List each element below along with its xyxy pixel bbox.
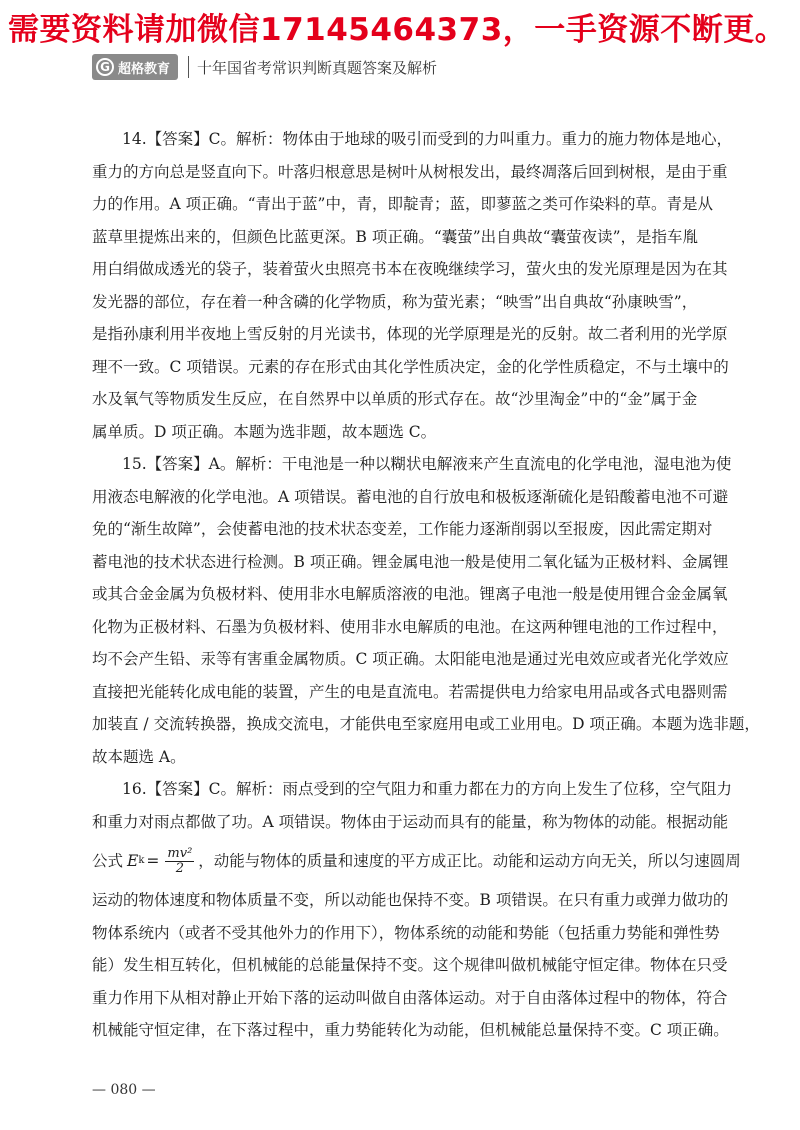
page-number: — 080 —: [92, 1082, 156, 1098]
text-line: 水及氧气等物质发生反应，在自然界中以单质的形式存在。故“沙里淘金”中的“金”属于金: [92, 390, 698, 408]
text-line: 蓝草里提炼出来的，但颜色比蓝更深。B 项正确。“囊萤”出自典故“囊萤夜读”，是指车胤: [92, 227, 699, 246]
formula-equals: =: [146, 851, 160, 870]
text-line: 16.【答案】C。解析：雨点受到的空气阻力和重力都在力的方向上发生了位移，空气阻力: [122, 780, 733, 798]
text-line: 故本题选 A。: [92, 747, 186, 766]
book-title: 十年国省考常识判断真题答案及解析: [197, 58, 438, 77]
text-line: 机械能守恒定律，在下落过程中，重力势能转化为动能，但机械能总量保持不变。C 项正确。: [92, 1021, 729, 1039]
text-line: 理不一致。C 项错误。元素的存在形式由其化学性质决定，金的化学性质稳定，不与土壤中的: [92, 357, 729, 376]
page-header: [92, 52, 437, 82]
answer-15: [92, 448, 760, 773]
formula-numerator: mv²: [167, 845, 193, 861]
wechat-banner: 需要资料请加微信17145464373，一手资源不断更。: [8, 12, 787, 48]
text-line: 和重力对雨点都做了功。A 项错误。物体由于运动而具有的能量，称为物体的动能。根据动能: [92, 812, 729, 831]
formula-denominator: 2: [175, 860, 184, 876]
answer-16: [92, 773, 741, 1047]
text-line: 化物为正极材料、石墨为负极材料、使用非水电解质的电池。在这两种锂电池的工作过程中，: [92, 617, 728, 636]
formula-fraction: [165, 847, 194, 876]
text-line: 发光器的部位，存在着一种含磷的化学物质，称为萤光素；“映雪”出自典故“孙康映雪”，: [92, 292, 698, 311]
document-body: [92, 123, 760, 1047]
text-line: 用液态电解液的化学电池。A 项错误。蓄电池的自行放电和极板逐渐硫化是铅酸蓄电池不可避: [92, 487, 729, 506]
text-line: 或其合金金属为负极材料、使用非水电解质溶液的电池。锂离子电池一般是使用锂合金金属氧: [92, 585, 728, 603]
formula-symbol: E: [127, 851, 139, 870]
formula-prefix: 公式: [92, 851, 124, 870]
formula-suffix: ，动能与物体的质量和速度的平方成正比。动能和运动方向无关，所以匀速圆周: [198, 851, 741, 870]
text-line: 14.【答案】C。解析：物体由于地球的吸引而受到的力叫重力。重力的施力物体是地心，: [122, 130, 733, 148]
formula-subscript: k: [138, 854, 145, 866]
logo-g-icon: G: [96, 58, 114, 76]
text-line: 是指孙康利用半夜地上雪反射的月光读书，体现的光学原理是光的反射。故二者利用的光学原: [92, 325, 728, 343]
publisher-logo: [92, 54, 178, 80]
text-line: 蓄电池的技术状态进行检测。B 项正确。锂金属电池一般是使用二氧化锰为正极材料、金属锂: [92, 552, 729, 571]
text-line: 力的作用。A 项正确。“青出于蓝”中，青，即靛青；蓝，即蓼蓝之类可作染料的草。青是从: [92, 195, 713, 213]
text-line: 能）发生相互转化，但机械能的总能量保持不变。这个规律叫做机械能守恒定律。物体在只受: [92, 956, 728, 974]
text-line: 加装直 / 交流转换器，换成交流电，才能供电至家庭用电或工业用电。D 项正确。本题为选非题，: [92, 715, 760, 733]
answer-14: [92, 123, 732, 448]
text-line: 均不会产生铅、汞等有害重金属物质。C 项正确。太阳能电池是通过光电效应或者光化学效应: [92, 650, 729, 668]
text-line: 重力的方向总是竖直向下。叶落归根意思是树叶从树根发出，最终凋落后回到树根，是由于重: [92, 162, 728, 181]
logo-text: 超格教育: [118, 61, 171, 77]
text-line: 运动的物体速度和物体质量不变，所以动能也保持不变。B 项错误。在只有重力或弹力做功的: [92, 891, 729, 909]
text-line: 免的“渐生故障”，会使蓄电池的技术状态变差，工作能力逐渐削弱以至报废，因此需定期对: [92, 520, 713, 538]
header-divider: [188, 56, 189, 78]
text-line: 用白绢做成透光的袋子，装着萤火虫照亮书本在夜晚继续学习，萤火虫的发光原理是因为在其: [92, 260, 728, 278]
text-line: 重力作用下从相对静止开始下落的运动叫做自由落体运动。对于自由落体过程中的物体，符合: [92, 988, 728, 1007]
text-line: 物体系统内（或者不受其他外力的作用下），物体系统的动能和势能（包括重力势能和弹性势: [92, 923, 720, 942]
text-line: 属单质。D 项正确。本题为选非题，故本题选 C。: [92, 422, 437, 441]
text-line: 15.【答案】A。解析：干电池是一种以糊状电解液来产生直流电的化学电池，湿电池为使: [122, 455, 732, 473]
kinetic-energy-formula-line: [92, 838, 741, 884]
text-line: 直接把光能转化成电能的装置，产生的电是直流电。若需提供电力给家电用品或各式电器则需: [92, 682, 728, 701]
